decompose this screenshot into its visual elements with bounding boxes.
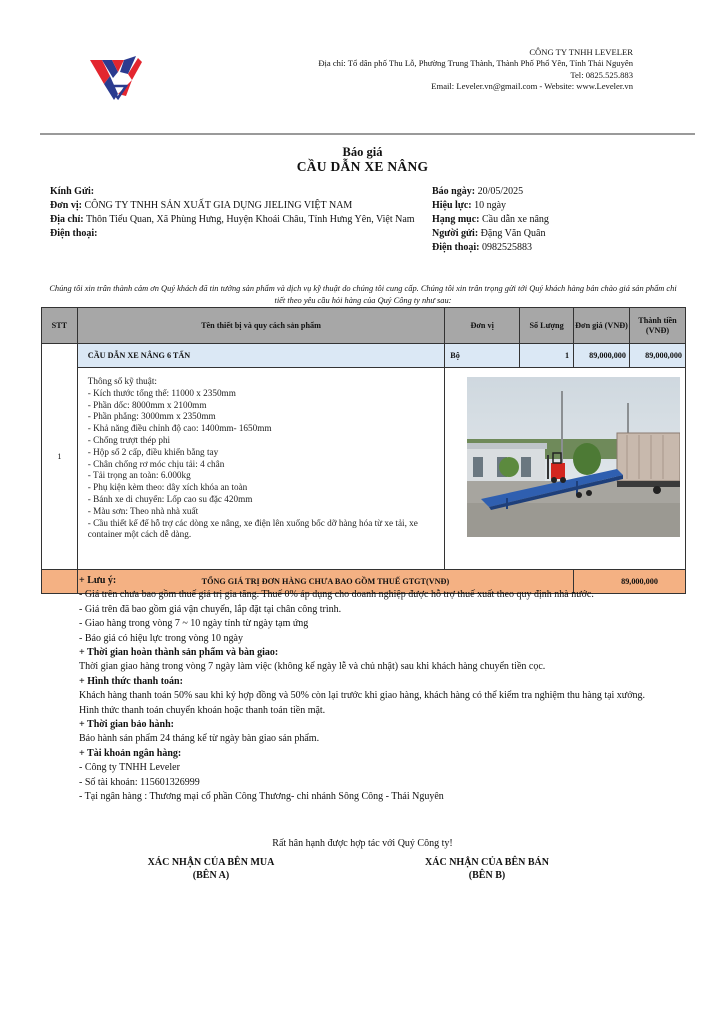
spec-row xyxy=(42,368,686,570)
sender-phone-label: Điện thoại: xyxy=(432,242,480,253)
customer-phone-label: Điện thoại: xyxy=(50,228,98,239)
sender-label: Người gửi: xyxy=(432,228,479,239)
company-header xyxy=(318,47,633,92)
doc-subtitle: CẦU DẪN XE NÂNG xyxy=(296,159,429,174)
address-value: Thôn Tiểu Quan, Xã Phùng Hưng, Huyện Khoái Châu, Tỉnh Hưng Yên, Việt Nam xyxy=(85,214,415,225)
header-qty: Số Lượng xyxy=(520,308,574,344)
date-label: Báo ngày: xyxy=(432,186,476,197)
category-label: Hạng mục: xyxy=(432,214,480,225)
spec-line: - Phần phẳng: 3000mm x 2350mm xyxy=(87,411,216,422)
date-value: 20/05/2025 xyxy=(477,186,524,197)
address-label: Địa chỉ: xyxy=(50,214,84,225)
terms-section xyxy=(79,574,649,805)
seller-title: XÁC NHẬN CỦA BÊN BÁN xyxy=(425,857,549,868)
payment-title: + Hình thức thanh toán: xyxy=(79,675,183,687)
header-unit: Đơn vị xyxy=(445,308,520,344)
item-name: CẦU DẪN XE NÂNG 6 TẤN xyxy=(77,344,444,368)
payment-text: Khách hàng thanh toán 50% sau khi ký hợp đồng và 50% còn lại trước khi giao hàng, khách hàng có thể kiểm tra nghiệm thu hàng tại xưởng. Hình thức thanh toán chuyển khoản hoặc thanh toán tiền mặt. xyxy=(79,690,646,716)
summary-value: 89,000,000 xyxy=(574,570,686,594)
doc-title: Báo giá xyxy=(342,145,383,159)
spec-line: - Tải trọng an toàn: 6.000kg xyxy=(87,470,191,481)
quote-table xyxy=(41,307,686,594)
unit-label: Đơn vị: xyxy=(50,200,82,211)
table-header-row xyxy=(42,308,686,344)
company-name: CÔNG TY TNHH LEVELER xyxy=(529,47,633,57)
bank-item: - Số tài khoản: 115601326999 xyxy=(79,776,200,788)
warranty-title: + Thời gian bảo hành: xyxy=(79,719,174,731)
spec-line: - Bánh xe di chuyển: Lốp cao su đặc 420mm xyxy=(87,493,253,504)
buyer-title: XÁC NHẬN CỦA BÊN MUA xyxy=(147,857,275,868)
bank-item: - Tại ngân hàng : Thương mại cổ phần Công Thương- chi nhánh Sông Công - Thái Nguyên xyxy=(79,791,444,803)
company-address: Địa chỉ: Tổ dân phố Thu Lỗ, Phường Trung Thành, Thành Phố Phổ Yên, Tỉnh Thái Nguyên xyxy=(318,58,633,69)
bank-title: + Tài khoản ngân hàng: xyxy=(79,747,182,759)
header-total: Thành tiền (VNĐ) xyxy=(629,308,685,344)
summary-spacer xyxy=(42,570,78,594)
note-item: - Giá trên đã bao gồm giá vận chuyển, lắp đặt tại chân công trình. xyxy=(79,603,342,615)
product-photo xyxy=(467,377,680,537)
note-item: - Giá trên chưa bao gồm thuế giá trị gia tăng. Thuế 0% áp dụng cho doanh nghiệp được hỗ trợ thuế xuất theo quy định nhà nước. xyxy=(79,589,594,601)
buyer-signature-block xyxy=(126,856,296,882)
note-item: - Báo giá có hiệu lực trong vòng 10 ngày xyxy=(79,632,243,644)
spec-line: - Phụ kiện kèm theo: dây xích khóa an toàn xyxy=(87,482,248,493)
summary-label: TỔNG GIÁ TRỊ ĐƠN HÀNG CHƯA BAO GỒM THUẾ GTGT(VNĐ) xyxy=(77,570,573,594)
logo-mark-icon xyxy=(90,56,142,100)
validity-value: 10 ngày xyxy=(474,200,507,211)
greeting-label: Kính Gửi: xyxy=(50,186,95,197)
company-logo xyxy=(88,54,144,104)
note-item: - Giao hàng trong vòng 7 ~ 10 ngày tính từ ngày tạm ứng xyxy=(79,618,309,630)
spec-line: - Màu sơn: Theo nhà nhà xuất xyxy=(87,505,199,516)
quote-info xyxy=(432,185,692,255)
thanks-text: Rất hân hạnh được hợp tác với Quý Công ty! xyxy=(272,838,453,849)
spec-line: Thông số kỹ thuật: xyxy=(87,376,157,386)
spec-line: - Hộp số 2 cấp, điều khiển bằng tay xyxy=(87,446,219,457)
company-phone: Tel: 0825.525.883 xyxy=(570,69,633,80)
intro-text: Chúng tôi xin trân thành cảm ơn Quý khách đã tin tưởng sản phẩm và dịch vụ kỹ thuật do chúng tôi cung cấp. Chúng tôi xin trân trọng gửi tới Quý khách hàng bản chào giá sản phẩm chi tiết theo yêu cầu hỏi hàng của Quý Công ty như sau: xyxy=(49,284,677,305)
seller-party: (BÊN B) xyxy=(468,870,506,881)
unit-value: CÔNG TY TNHH SẢN XUẤT GIA DỤNG JIELING VIỆT NAM xyxy=(84,200,353,211)
item-total: 89,000,000 xyxy=(629,344,685,368)
spec-line: - Chân chống rơ móc chịu tải: 4 chân xyxy=(87,458,225,469)
spec-list xyxy=(77,368,444,570)
delivery-title: + Thời gian hoàn thành sản phẩm và bàn giao: xyxy=(79,647,279,659)
table-row xyxy=(42,344,686,368)
company-contact: Email: Leveler.vn@gmail.com - Website: www.Leveler.vn xyxy=(431,80,633,91)
sender-value: Đặng Văn Quân xyxy=(480,228,546,239)
spec-line: - Phần dốc: 8000mm x 2100mm xyxy=(87,399,207,410)
buyer-party: (BÊN A) xyxy=(192,870,230,881)
header-stt: STT xyxy=(42,308,78,344)
sender-phone-value: 0982525883 xyxy=(482,242,532,253)
header-divider xyxy=(40,133,695,135)
seller-signature-block xyxy=(402,856,572,882)
item-stt: 1 xyxy=(42,344,78,570)
validity-label: Hiệu lực: xyxy=(432,200,472,211)
item-qty: 1 xyxy=(520,344,574,368)
delivery-text: Thời gian giao hàng trong vòng 7 ngày làm việc (không kể ngày lễ và chủ nhật) sau khi khách hàng chuyển tiền cọc. xyxy=(79,661,546,673)
note-title: + Lưu ý: xyxy=(79,575,117,586)
product-image-cell xyxy=(445,368,686,570)
header-price: Đơn giá (VNĐ) xyxy=(574,308,630,344)
category-value: Cầu dẫn xe nâng xyxy=(482,214,549,225)
spec-line: - Chống trượt thép phi xyxy=(87,434,171,445)
item-unit: Bộ xyxy=(445,344,520,368)
spec-line: - Khả năng điều chỉnh độ cao: 1400mm- 1650mm xyxy=(87,423,272,434)
customer-info xyxy=(50,185,420,241)
item-price: 89,000,000 xyxy=(574,344,630,368)
spec-line: - Kích thước tổng thể: 11000 x 2350mm xyxy=(87,387,236,398)
spec-line: - Cầu thiết kế để hỗ trợ các dòng xe nâng, xe điện lên xuống bốc dỡ hàng hóa từ xe tải, xe container một cách dễ dàng. xyxy=(87,517,418,540)
header-name: Tên thiết bị và quy cách sản phẩm xyxy=(77,308,444,344)
warranty-text: Bảo hành sản phẩm 24 tháng kể từ ngày bàn giao sản phẩm. xyxy=(79,733,320,745)
bank-item: - Công ty TNHH Leveler xyxy=(79,762,180,774)
